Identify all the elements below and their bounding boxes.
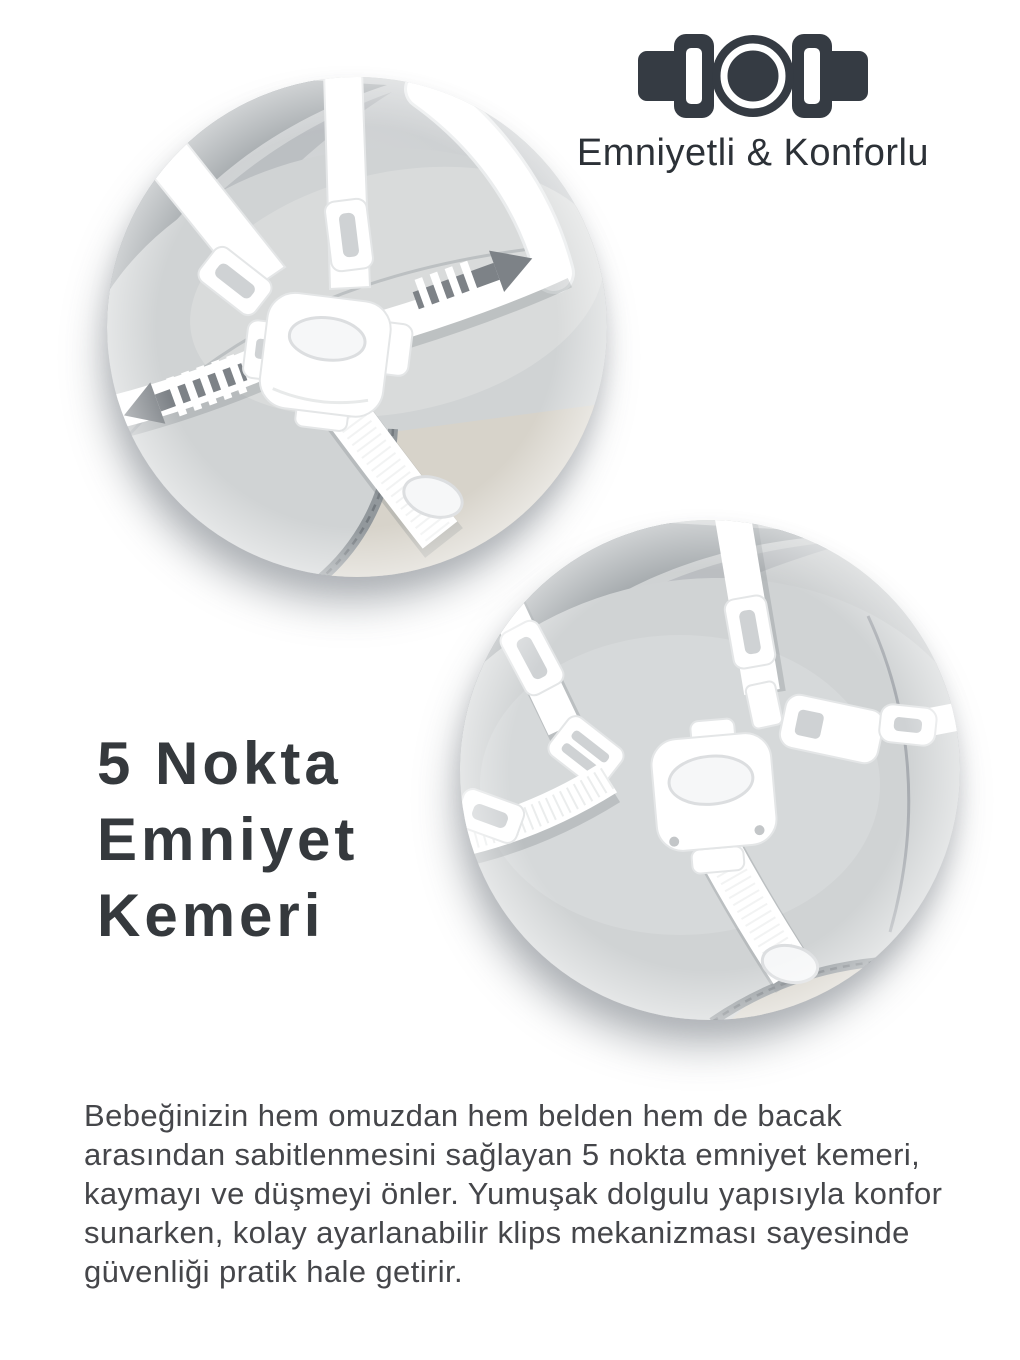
description <box>84 1096 984 1291</box>
description-line: kaymayı ve düşmeyi önler. Yumuşak dolgulu yapısıyla konfor <box>84 1176 943 1211</box>
feature-badge <box>553 30 953 174</box>
description-line: Bebeğinizin hem omuzdan hem belden hem de bacak <box>84 1098 843 1133</box>
harness-photo-bottom <box>460 520 960 1020</box>
feature-caption: Emniyetli & Konforlu <box>576 132 930 174</box>
description-line: sunarken, kolay ayarlanabilir klips mekanizması sayesinde <box>84 1215 910 1250</box>
headline-line: Kemeri <box>97 882 325 949</box>
headline <box>97 726 358 954</box>
harness-photo-top <box>107 77 607 577</box>
belt-buckle-icon <box>638 30 868 122</box>
description-line: güvenliği pratik hale getirir. <box>84 1254 464 1289</box>
headline-line: Emniyet <box>97 806 359 873</box>
headline-line: 5 Nokta <box>97 730 342 797</box>
description-line: arasından sabitlenmesini sağlayan 5 nokta emniyet kemeri, <box>84 1137 921 1172</box>
